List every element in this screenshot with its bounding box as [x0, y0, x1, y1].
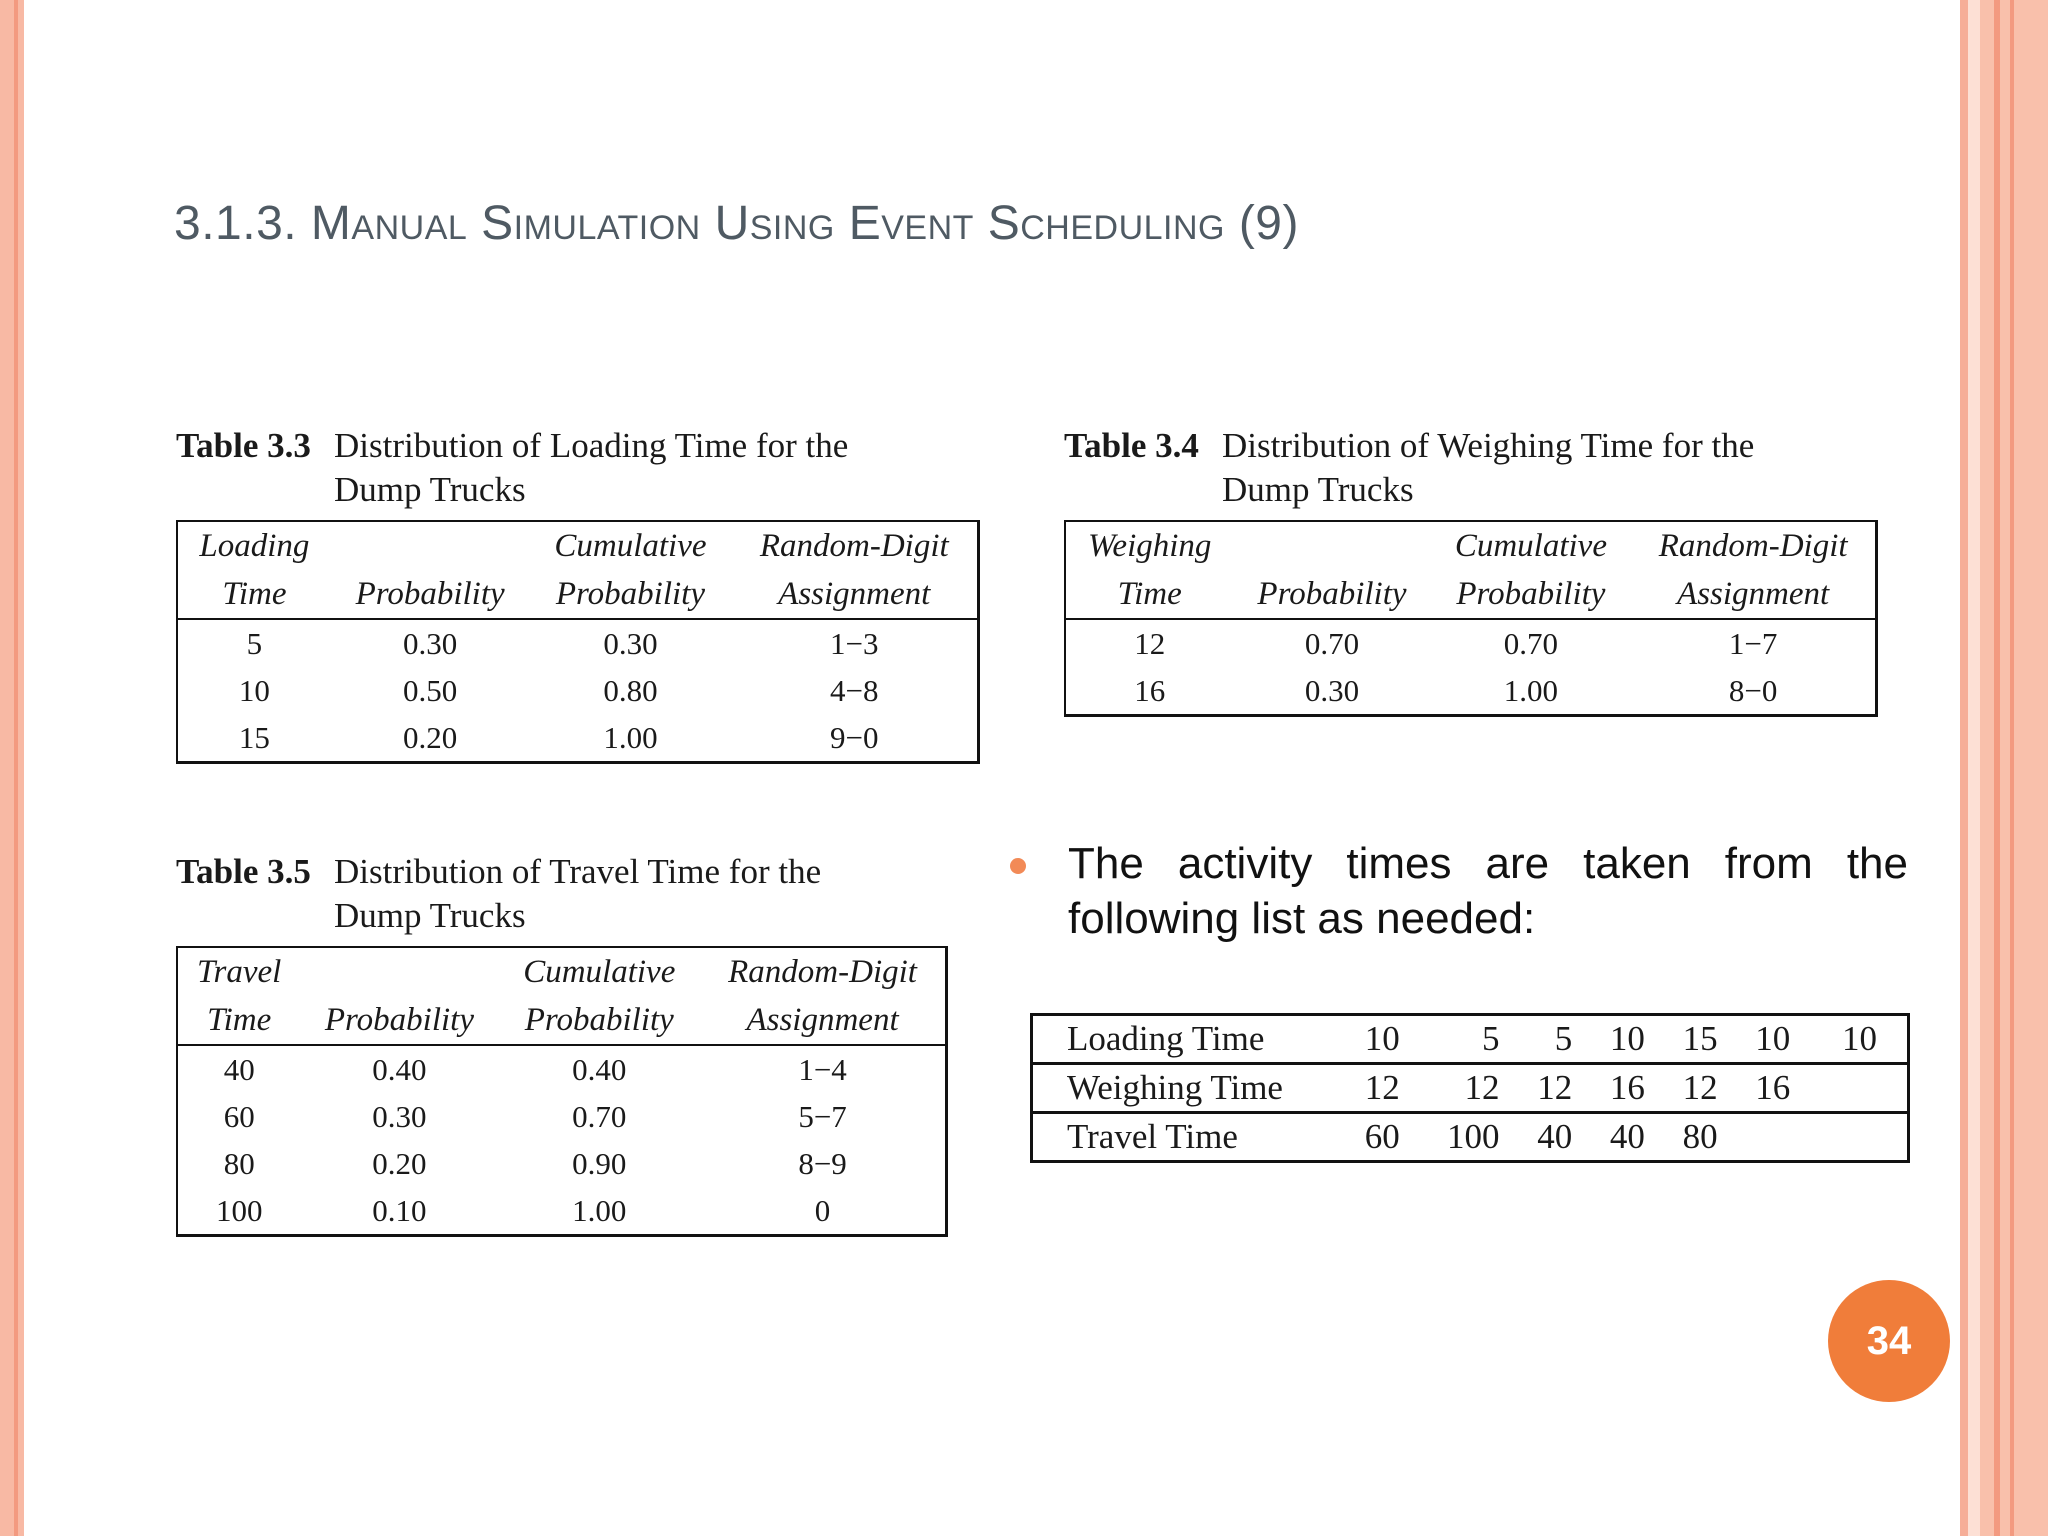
table-cell: 16 [1578, 1064, 1651, 1113]
table-cell: 0.50 [402, 672, 458, 708]
table-cell: 0.30 [402, 625, 458, 661]
column-header: Travel [197, 953, 282, 990]
column-header: Cumulative [554, 527, 707, 564]
column-header [331, 521, 530, 570]
table-row [177, 1140, 947, 1187]
column-header: Time [177, 570, 331, 619]
column-header: Assignment [700, 996, 946, 1045]
row-label: Weighing Time [1032, 1064, 1334, 1113]
slide-title: 3.1.3. Manual Simulation Using Event Scheduling (9) [174, 197, 1299, 250]
table-cell: 16 [1724, 1064, 1797, 1113]
column-header: Probability [529, 570, 731, 619]
table-cell: 0.30 [1304, 672, 1360, 708]
caption-line: Dump Trucks [334, 470, 526, 509]
caption-line: Dump Trucks [334, 896, 526, 935]
table-3-5 [176, 850, 948, 1237]
table-cell: 10 [1578, 1015, 1651, 1064]
table-cell: 1−3 [830, 625, 879, 661]
distribution-table [176, 946, 948, 1237]
table-cell: 12 [1505, 1064, 1578, 1113]
table-row [177, 1187, 947, 1236]
right-border-line-2 [1994, 0, 2000, 1536]
column-header [300, 947, 498, 996]
column-header: Probability [300, 996, 498, 1045]
table-cell: 0.70 [1503, 625, 1559, 661]
table-row [177, 1093, 947, 1140]
table-3-4 [1064, 424, 1878, 717]
column-header: Time [1065, 570, 1233, 619]
column-header: Random-Digit [728, 953, 917, 990]
table-cell: 1−4 [798, 1051, 847, 1087]
distribution-table [1064, 520, 1878, 717]
table-cell: 9−0 [830, 719, 879, 755]
table-number: Table 3.5 [176, 852, 311, 891]
left-border-line [14, 0, 18, 1536]
table-cell: 0.80 [603, 672, 658, 708]
column-header: Random-Digit [759, 527, 949, 564]
table-cell: 4−8 [830, 672, 879, 708]
table-cell: 0.40 [372, 1051, 427, 1087]
table-cell: 0.70 [572, 1098, 627, 1134]
column-header: Loading [199, 527, 310, 564]
caption-line: Dump Trucks [1222, 470, 1414, 509]
table-row [177, 667, 979, 714]
table-3-3 [176, 424, 980, 764]
table-cell: 1.00 [1503, 672, 1559, 708]
left-border-decoration [0, 0, 24, 1536]
table-cell: 100 [1406, 1113, 1506, 1162]
table-cell: 8−0 [1728, 672, 1778, 708]
table-caption [1064, 424, 1878, 512]
row-label: Travel Time [1032, 1113, 1334, 1162]
table-cell: 80 [223, 1145, 255, 1181]
table-cell: 8−9 [798, 1145, 847, 1181]
table-cell: 40 [223, 1051, 255, 1087]
column-header: Probability [331, 570, 530, 619]
table-cell: 0 [814, 1192, 831, 1228]
table-cell: 12 [1134, 625, 1166, 661]
distribution-table [176, 520, 980, 764]
column-header: Assignment [1631, 570, 1876, 619]
table-number: Table 3.3 [176, 426, 311, 465]
caption-line: Distribution of Weighing Time for the [1222, 426, 1755, 465]
table-cell: 5 [1406, 1015, 1506, 1064]
table-cell: 16 [1134, 672, 1166, 708]
activity-times-table [1030, 1013, 1910, 1163]
caption-line: Distribution of Travel Time for the [334, 852, 822, 891]
table-row [1065, 619, 1877, 667]
right-border-line [1960, 0, 1968, 1536]
right-border-line-3 [2010, 0, 2014, 1536]
bullet-icon [1010, 858, 1026, 874]
table-cell: 40 [1578, 1113, 1651, 1162]
table-number: Table 3.4 [1064, 426, 1199, 465]
table-cell: 40 [1505, 1113, 1578, 1162]
table-cell [1796, 1113, 1908, 1162]
table-cell: 0.20 [372, 1145, 427, 1181]
table-caption [176, 850, 948, 938]
table-cell: 0.30 [603, 625, 658, 661]
table-cell: 12 [1406, 1064, 1506, 1113]
table-cell: 1−7 [1728, 625, 1778, 661]
table-cell: 5 [1505, 1015, 1578, 1064]
table-cell: 0.20 [402, 719, 458, 755]
column-header: Random-Digit [1658, 527, 1848, 564]
table-cell: 0.90 [572, 1145, 627, 1181]
table-cell: 10 [238, 672, 270, 708]
right-border-decoration [1980, 0, 2048, 1536]
column-header: Cumulative [1454, 527, 1607, 564]
table-row [177, 619, 979, 667]
table-row [1032, 1015, 1909, 1064]
table-cell: 1.00 [603, 719, 658, 755]
column-header: Probability [498, 996, 700, 1045]
table-cell: 15 [1651, 1015, 1724, 1064]
table-row [177, 1045, 947, 1093]
table-cell: 60 [1333, 1113, 1406, 1162]
table-cell: 12 [1333, 1064, 1406, 1113]
column-header: Cumulative [523, 953, 676, 990]
column-header: Assignment [732, 570, 979, 619]
table-row [1032, 1113, 1909, 1162]
column-header: Time [177, 996, 300, 1045]
table-cell: 0.40 [572, 1051, 627, 1087]
table-cell: 80 [1651, 1113, 1724, 1162]
table-cell: 5−7 [798, 1098, 847, 1134]
column-header: Weighing [1087, 527, 1212, 564]
table-row [1032, 1064, 1909, 1113]
column-header: Probability [1431, 570, 1632, 619]
table-cell: 10 [1333, 1015, 1406, 1064]
table-cell: 100 [215, 1192, 263, 1228]
table-cell: 1.00 [572, 1192, 627, 1228]
table-cell: 60 [223, 1098, 255, 1134]
row-label: Loading Time [1032, 1015, 1334, 1064]
table-cell: 0.10 [372, 1192, 427, 1228]
table-cell: 0.30 [372, 1098, 427, 1134]
table-cell: 10 [1796, 1015, 1908, 1064]
table-cell: 10 [1724, 1015, 1797, 1064]
table-row [177, 714, 979, 763]
table-caption [176, 424, 980, 512]
table-cell: 5 [246, 625, 263, 661]
bullet-text: The activity times are taken from the following list as needed: [1068, 839, 1908, 943]
right-border-gap [1968, 0, 1980, 1536]
table-cell: 15 [238, 719, 270, 755]
page-number-badge: 34 [1828, 1280, 1950, 1402]
caption-line: Distribution of Loading Time for the [334, 426, 849, 465]
table-cell [1796, 1064, 1908, 1113]
column-header: Probability [1233, 570, 1430, 619]
table-cell: 0.70 [1304, 625, 1360, 661]
table-cell [1724, 1113, 1797, 1162]
table-row [1065, 667, 1877, 716]
column-header [1233, 521, 1430, 570]
table-cell: 12 [1651, 1064, 1724, 1113]
